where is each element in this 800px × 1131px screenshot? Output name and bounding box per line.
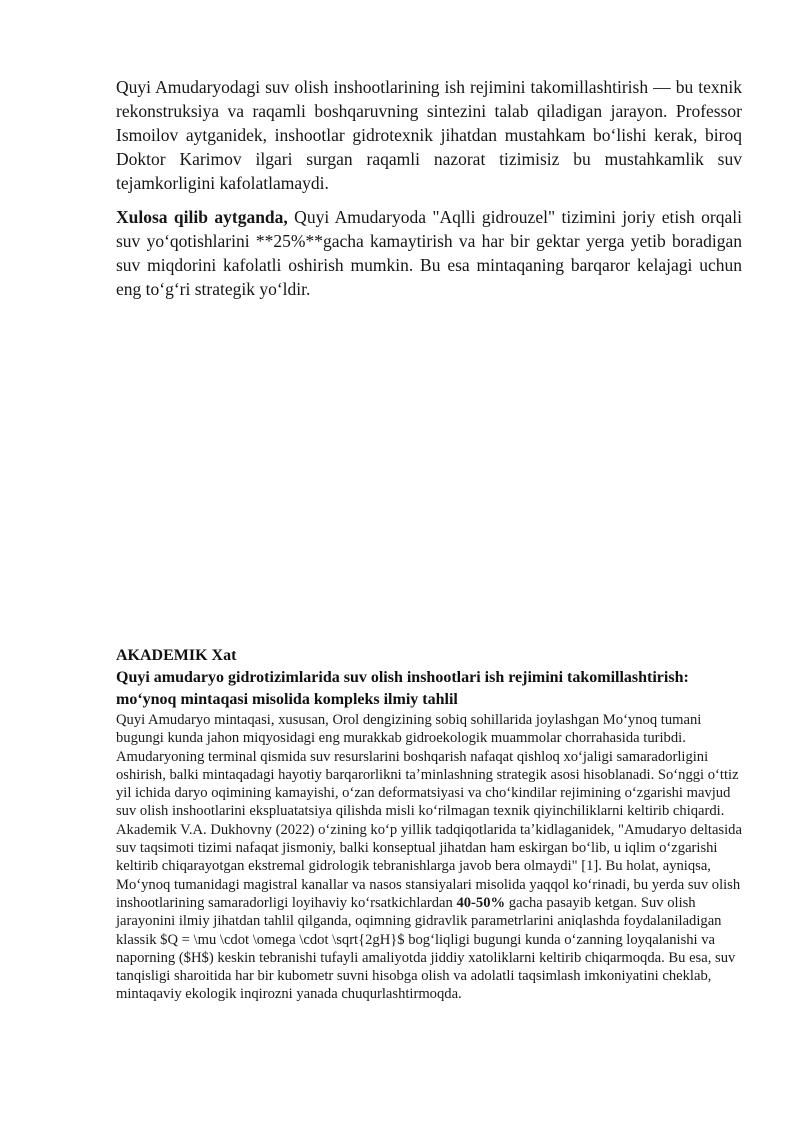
letter-type-label: AKADEMIK Xat (116, 647, 237, 664)
conclusion-paragraph: Xulosa qilib aytganda, Quyi Amudaryoda "Aqlli gidrouzel" tizimini joriy etish orqali suv yoʻqotishlarini **25%**gacha kamaytirish va har bir gektar yerga yetib boradigan suv miqdorini kafolatli oshirish mumkin. Bu esa mintaqaning barqaror kelajagi uchun eng toʻgʻri strategik yoʻldir. (116, 207, 743, 299)
intro-paragraph: Quyi Amudaryodagi suv olish inshootlarining ish rejimini takomillashtirish — bu texnik rekonstruksiya va raqamli boshqaruvning sintezini talab qiladigan jarayon. Professor Ismoilov aytganidek, inshootlar gidrotexnik jihatdan mustahkam boʻlishi kerak, biroq Doktor Karimov ilgari surgan raqamli nazorat tizimisiz bu mustahkamlik suv tejamkorligini kafolatlamaydi. (116, 77, 742, 193)
letter-title: Quyi amudaryo gidrotizimlarida suv olish inshootlari ish rejimini takomillashtirish: moʻynoq mintaqasi misolida kompleks ilmiy tahlil (116, 669, 689, 708)
academic-letter-section (116, 645, 742, 1004)
letter-body-paragraph: Quyi Amudaryo mintaqasi, xususan, Orol dengizining sobiq sohillarida joylashgan Moʻynoq tumani bugungi kunda jahon miqyosidagi eng murakkab gidroekologik muammolar chorrahasida turibdi. Amudaryoning terminal qismida suv resurslarini boshqarish nafaqat qishloq xoʻjaligi samaradorligini oshirish, balki mintaqadagi hayotiy barqarorlikni taʼminlashning strategik asosi hisoblanadi. Soʻnggi oʻttiz yil ichida daryo oqimining kamayishi, oʻzan deformatsiyasi va choʻkindilar rejimining oʻzgarishi mavjud suv olish inshootlarini ekspluatatsiya qilishda misli koʻrilmagan texnik qiyinchiliklarni keltirib chiqardi. Akademik V.A. Dukhovny (2022) oʻzining koʻp yillik tadqiqotlarida taʼkidlaganidek, "Amudaryo deltasida suv taqsimoti tizimi nafaqat jismoniy, balki konseptual jihatdan ham eskirgan boʻlib, u iqlim oʻzgarishi keltirib chiqarayotgan ekstremal gidrologik tebranishlarga javob bera olmaydi" [1]. Bu holat, ayniqsa, Moʻynoq tumanidagi magistral kanallar va nasos stansiyalari misolida yaqqol koʻrinadi, bu yerda suv olish inshootlarining samaradorligi loyihaviy koʻrsatkichlardan 40-50% gacha pasayib ketgan. Suv olish jarayonini ilmiy jihatdan tahlil qilganda, oqimning gidravlik parametrlarini aniqlashda foydalaniladigan klassik $Q = \mu \cdot \omega \cdot \sqrt{2gH}$ bogʻliqligi bugungi kunda oʻzanning loyqalanishi va naporning ($H$) keskin tebranishi tufayli amaliyotda jiddiy xatoliklarni keltirib chiqarmoqda. Bu esa, suv tanqisligi sharoitida har bir kubometr suvni hisobga olish va adolatli taqsimlash imkoniyatini cheklab, mintaqaviy ekologik inqirozni yanada chuqurlashtirmoqda. (116, 712, 742, 1003)
